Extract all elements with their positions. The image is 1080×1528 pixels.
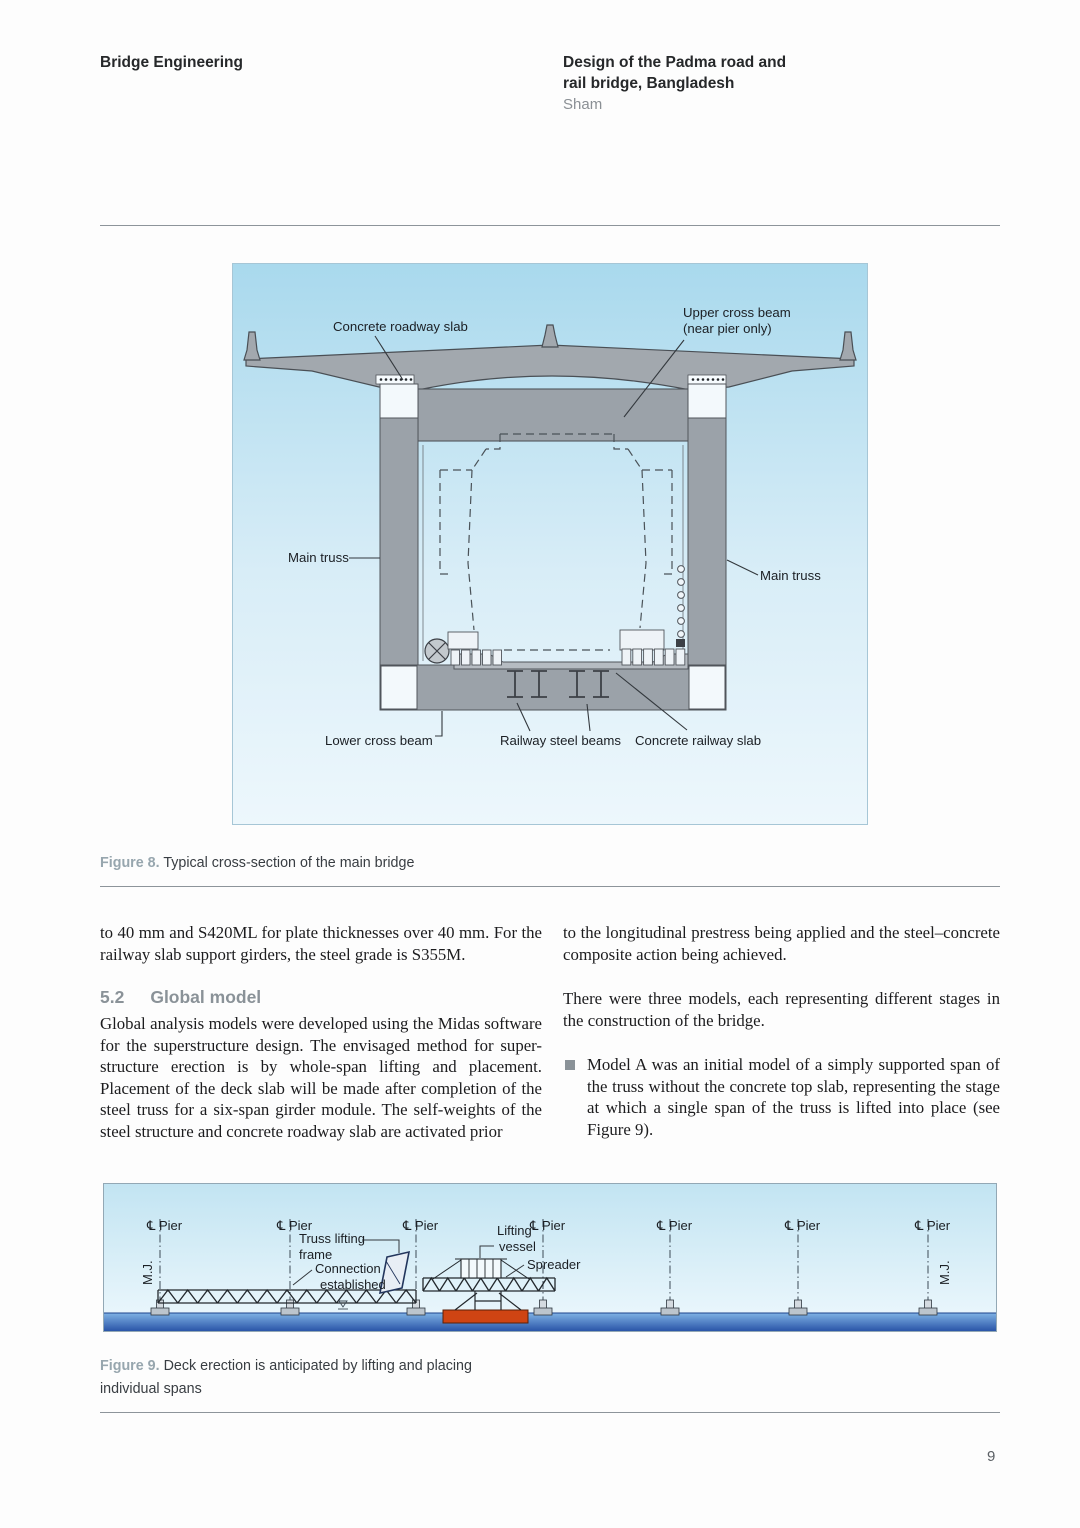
journal-name: Bridge Engineering: [100, 54, 243, 71]
main-truss-right-chord: [688, 418, 726, 665]
section-number: 5.2: [100, 987, 125, 1007]
pier-base: [534, 1308, 552, 1315]
upper-cross-beam: [418, 389, 690, 441]
label-connection-established-1: Connection: [315, 1261, 381, 1276]
figure8-caption-text: Typical cross-section of the main bridge: [163, 855, 415, 871]
paper-title-line1: Design of the Padma road and: [563, 54, 787, 71]
label-connection-established-2: established: [320, 1277, 386, 1292]
label-main-truss-right: Main truss: [760, 568, 821, 583]
label-pier: ℄ Pier: [277, 1218, 313, 1233]
bullet-square-icon: [565, 1060, 575, 1070]
label-upper-cross-beam-1: Upper cross beam: [683, 305, 791, 320]
body-col2-para1: to the longitudinal prestress being applied and the steel–concrete composite action being achieved.: [563, 923, 1000, 964]
label-pier: ℄ Pier: [403, 1218, 439, 1233]
label-truss-lifting-frame-1: Truss lifting: [299, 1231, 365, 1246]
pier-base: [407, 1308, 425, 1315]
label-pier: ℄ Pier: [147, 1218, 183, 1233]
paper-title: [563, 52, 883, 115]
pier-base: [919, 1308, 937, 1315]
page-number: 9: [987, 1448, 996, 1465]
pier-base: [789, 1308, 807, 1315]
river-water: [104, 1313, 996, 1331]
bearing-circle-x: [425, 639, 449, 663]
section-title: Global model: [150, 987, 262, 1007]
figure8-bottom-rule: [100, 886, 1000, 887]
section-heading: [100, 987, 261, 1008]
label-lower-cross-beam: Lower cross beam: [325, 733, 433, 748]
label-pier: ℄ Pier: [785, 1218, 821, 1233]
body-col1-para2: Global analysis models were developed using the Midas software for the superstructure design. The envisaged method for super-structure erection is by whole-span lifting and placement. Placement of the deck slab will be made after completion of the steel truss for a six-span girder module. The self-weights of the steel structure and concrete roadway slab are activated prior: [100, 1014, 542, 1141]
label-mj-right: M.J.: [937, 1260, 952, 1285]
figure9-caption-line2: individual spans: [100, 1381, 202, 1397]
label-pier: ℄ Pier: [530, 1218, 566, 1233]
pier-base: [151, 1308, 169, 1315]
label-pier: ℄ Pier: [915, 1218, 951, 1233]
barge-hull: [443, 1310, 528, 1323]
label-mj-left: M.J.: [140, 1260, 155, 1285]
label-spreader: Spreader: [527, 1257, 581, 1272]
figure9-erection-diagram: [103, 1183, 997, 1332]
label-lifting-vessel-2: vessel: [499, 1239, 536, 1254]
top-rule: [100, 225, 1000, 226]
right-bearing-box: [688, 384, 726, 418]
figure8-cross-section-diagram: [232, 263, 868, 825]
label-truss-lifting-frame-2: frame: [299, 1247, 333, 1262]
label-railway-steel-beams: Railway steel beams: [500, 733, 621, 748]
label-main-truss-left: Main truss: [288, 550, 349, 565]
pier-base: [661, 1308, 679, 1315]
pier-base: [281, 1308, 299, 1315]
figure9-bottom-rule: [100, 1412, 1000, 1413]
left-bearing-box: [380, 384, 418, 418]
label-concrete-roadway-slab: Concrete roadway slab: [333, 319, 468, 334]
model-a-bullet-text: Model A was an initial model of a simply supported span of the truss without the concrete top slab, representing the stage at which a single span of the truss is lifted into place (see Figure 9).: [587, 1055, 1000, 1139]
label-upper-cross-beam-2: (near pier only): [683, 321, 772, 336]
paper-title-line2: rail bridge, Bangladesh: [563, 75, 735, 92]
model-a-bullet-item: [563, 1054, 1000, 1140]
body-col2-para2: There were three models, each representing different stages in the construction of the bridge.: [563, 989, 1000, 1030]
figure9-caption-line1: Deck erection is anticipated by lifting and placing: [163, 1358, 472, 1374]
figure9-caption: [100, 1355, 1000, 1401]
small-dark-block: [676, 639, 685, 647]
main-truss-left-chord: [380, 418, 418, 665]
label-lifting-vessel-1: Lifting: [497, 1223, 532, 1238]
label-concrete-railway-slab: Concrete railway slab: [635, 733, 762, 748]
label-pier: ℄ Pier: [657, 1218, 693, 1233]
figure8-caption-label: Figure 8.: [100, 855, 160, 871]
body-col1-para1: to 40 mm and S420ML for plate thicknesses over 40 mm. For the railway slab support girders, the steel grade is S355M.: [100, 923, 542, 964]
figure8-caption: [100, 852, 1000, 875]
paper-author: Sham: [563, 96, 603, 113]
figure9-caption-label: Figure 9.: [100, 1358, 160, 1374]
lower-cross-beam: [380, 665, 726, 710]
